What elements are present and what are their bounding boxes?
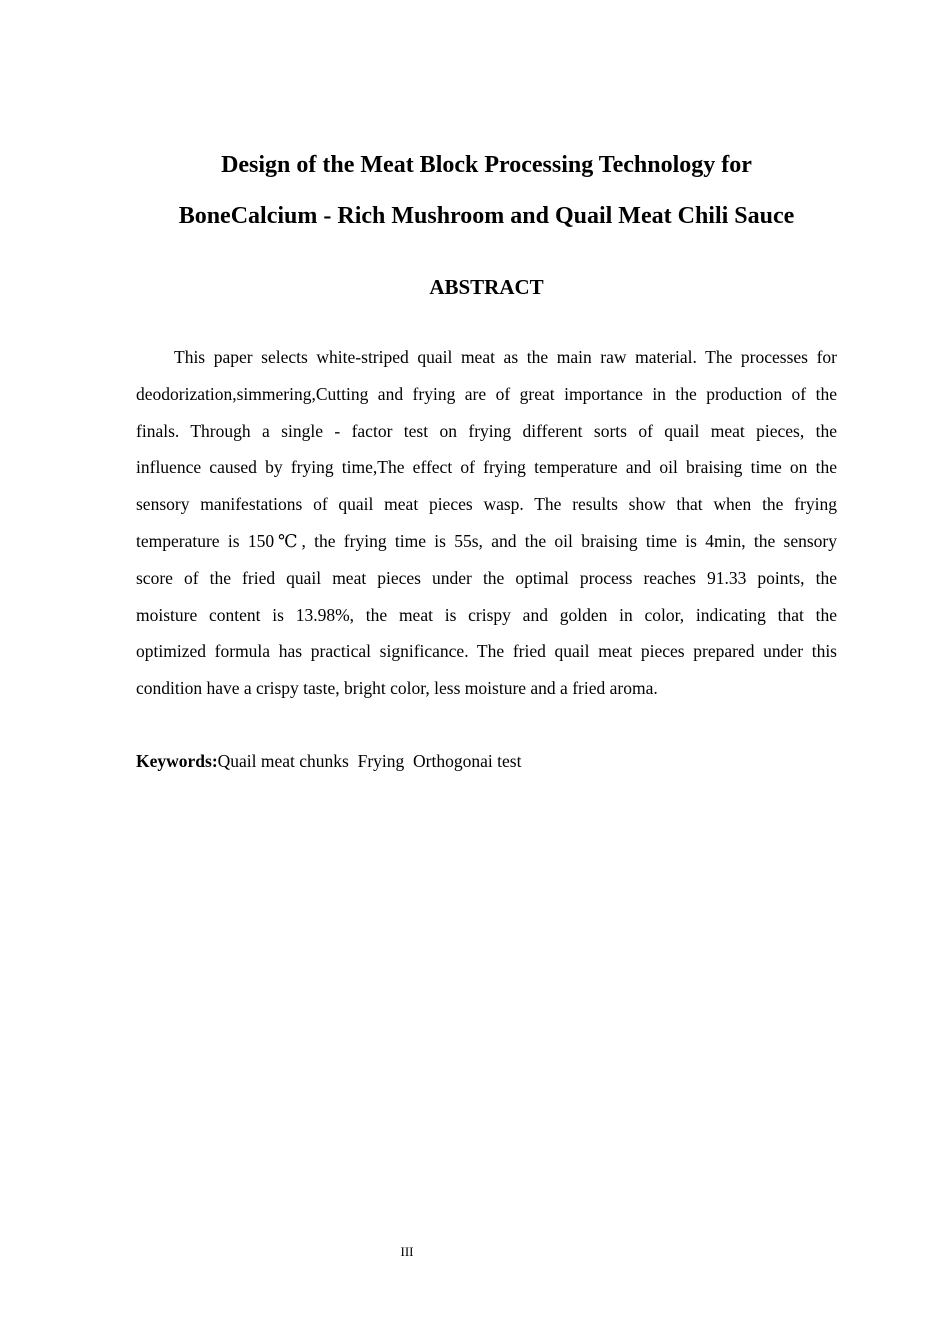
- abstract-line: moisture content is 13.98%, the meat is crispy and golden in color, indicating that the: [136, 604, 837, 625]
- keywords-label: Keywords:: [136, 751, 218, 771]
- page-number: III: [400, 1244, 414, 1259]
- abstract-line: deodorization,simmering,Cutting and frying are of great importance in the production of the: [136, 383, 837, 404]
- abstract-body: [136, 339, 837, 707]
- abstract-line: influence caused by frying time,The effect of frying temperature and oil braising time on the: [136, 457, 837, 478]
- title-line-2: BoneCalcium - Rich Mushroom and Quail Meat Chili Sauce: [178, 203, 795, 229]
- keywords: [136, 746, 837, 776]
- paper-title: [136, 140, 837, 242]
- abstract-line: finals. Through a single - factor test on frying different sorts of quail meat pieces, the: [136, 420, 837, 441]
- abstract-line: score of the fried quail meat pieces under the optimal process reaches 91.33 points, the: [136, 567, 837, 588]
- abstract-heading: ABSTRACT: [429, 275, 544, 299]
- abstract-line: temperature is 150℃, the frying time is 55s, and the oil braising time is 4min, the sensory: [136, 530, 837, 551]
- title-line-1: Design of the Meat Block Processing Technology for: [221, 152, 752, 178]
- keywords-text: Quail meat chunks Frying Orthogonai test: [217, 751, 522, 771]
- abstract-line: This paper selects white-striped quail meat as the main raw material. The processes for: [174, 347, 837, 367]
- abstract-line: sensory manifestations of quail meat pieces wasp. The results show that when the frying: [136, 494, 837, 515]
- abstract-line: condition have a crispy taste, bright color, less moisture and a fried aroma.: [136, 678, 658, 699]
- abstract-line: optimized formula has practical significance. The fried quail meat pieces prepared under this: [136, 641, 837, 662]
